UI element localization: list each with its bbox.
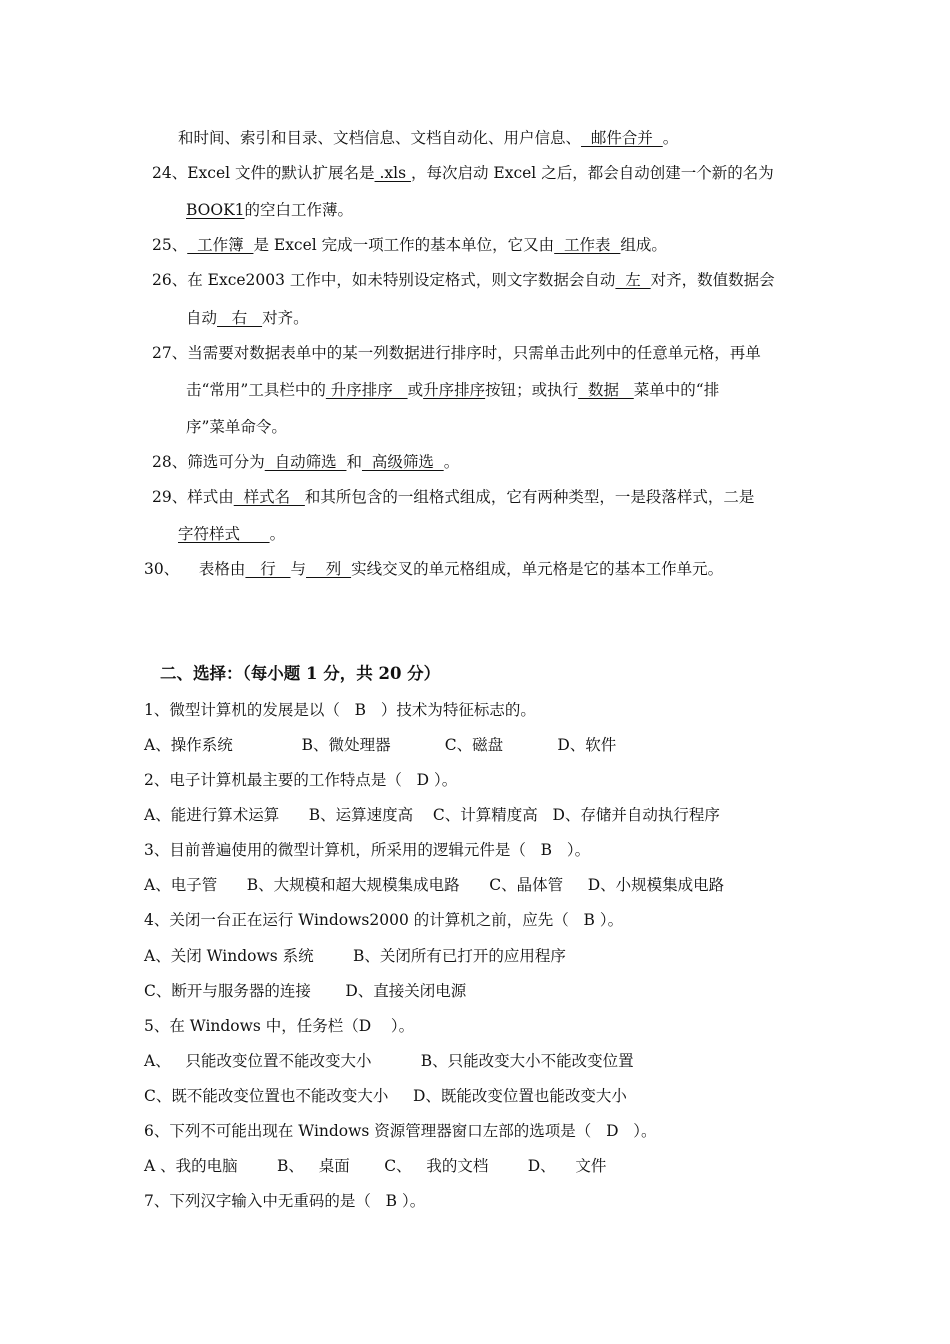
- answer-blank: 工作表: [554, 236, 621, 254]
- text: 按钮；或执行: [485, 381, 579, 399]
- question-27-cont2: [186, 417, 287, 437]
- answer-blank: 样式名: [233, 488, 305, 506]
- question-26-cont: [186, 308, 309, 328]
- choice-line: A、操作系统 B、微处理器 C、磁盘 D、软件: [144, 736, 617, 754]
- text: 对齐，数值数据会: [650, 271, 775, 289]
- text: 。: [443, 453, 460, 471]
- answer-blank: 右: [217, 309, 263, 327]
- answer-blank: BOOK1: [186, 201, 245, 219]
- answer-blank: 升序排序: [325, 381, 408, 399]
- text: 24、Excel 文件的默认扩展名是: [152, 164, 375, 182]
- text: 29、样式由: [152, 488, 234, 506]
- text: ，每次启动 Excel 之后，都会自动创建一个新的名为: [410, 164, 774, 182]
- answer-blank: .xls: [374, 164, 411, 182]
- answer-blank: 工作簿: [187, 236, 254, 254]
- answer-blank: 升序排序: [423, 381, 486, 399]
- text: 的空白工作薄。: [244, 201, 354, 219]
- question-24: [152, 163, 774, 183]
- section-heading: 二、选择：（每小题 1 分，共 20 分）: [160, 664, 441, 683]
- choice-line: A 、我的电脑 B、 桌面 C、 我的文档 D、 文件: [144, 1157, 607, 1175]
- choice-line: A、能进行算术运算 B、运算速度高 C、计算精度高 D、存储并自动执行程序: [144, 806, 720, 824]
- choice-line: 6、下列不可能出现在 Windows 资源管理器窗口左部的选项是（ D ）。: [144, 1122, 657, 1140]
- choice-line: 5、在 Windows 中，任务栏（D ）。: [144, 1017, 415, 1035]
- question-24-cont: [186, 200, 353, 220]
- question-30: [144, 559, 723, 579]
- choice-line: A、关闭 Windows 系统 B、关闭所有已打开的应用程序: [144, 947, 566, 965]
- text: 25、: [152, 236, 188, 254]
- text: 和: [346, 453, 362, 471]
- choice-line: A、电子管 B、大规模和超大规模集成电路 C、晶体管 D、小规模集成电路: [144, 876, 725, 894]
- text: 击“常用”工具栏中的: [186, 381, 326, 399]
- answer-blank: 列: [306, 560, 352, 578]
- text: 与: [290, 560, 307, 578]
- question-26: [152, 270, 775, 290]
- answer-blank: 左: [615, 271, 651, 289]
- choice-line: 3、目前普遍使用的微型计算机，所采用的逻辑元件是（ B ）。: [144, 841, 591, 859]
- choice-line: 2、电子计算机最主要的工作特点是（ D ）。: [144, 771, 458, 789]
- answer-blank: 自动筛选: [264, 453, 347, 471]
- question-27-cont: [186, 380, 719, 400]
- choice-line: C、断开与服务器的连接 D、直接关闭电源: [144, 982, 467, 1000]
- text: 组成。: [620, 236, 667, 254]
- question-25: [152, 235, 667, 255]
- text: 。: [662, 129, 679, 147]
- text: 27、当需要对数据表单中的某一列数据进行排序时，只需单击此列中的任意单元格，再单: [152, 344, 761, 362]
- question-27: [152, 343, 761, 363]
- choice-line: A、 只能改变位置不能改变大小 B、只能改变大小不能改变位置: [144, 1052, 634, 1070]
- answer-blank: 字符样式: [178, 525, 270, 543]
- answer-blank: 行: [245, 560, 291, 578]
- text: 序”菜单命令。: [186, 418, 287, 436]
- text: 是 Excel 完成一项工作的基本单位，它又由: [253, 236, 555, 254]
- choice-line: 1、微型计算机的发展是以（ B ）技术为特征标志的。: [144, 701, 536, 719]
- text: 菜单中的“排: [633, 381, 720, 399]
- text: 30、 表格由: [144, 560, 246, 578]
- text: 对齐。: [262, 309, 309, 327]
- answer-blank: 高级筛选: [361, 453, 444, 471]
- question-28: [152, 452, 459, 472]
- text: 和时间、索引和目录、文档信息、文档自动化、用户信息、: [178, 129, 582, 147]
- answer-blank: 数据: [578, 381, 634, 399]
- choice-line: 4、关闭一台正在运行 Windows2000 的计算机之前，应先（ B ）。: [144, 911, 624, 929]
- text: 。: [269, 525, 286, 543]
- text: 或: [407, 381, 424, 399]
- text: 和其所包含的一组格式组成，它有两种类型，一是段落样式，二是: [304, 488, 755, 506]
- text: 26、在 Exce2003 工作中，如未特别设定格式，则文字数据会自动: [152, 271, 616, 289]
- choice-line: C、既不能改变位置也不能改变大小 D、既能改变位置也能改变大小: [144, 1087, 627, 1105]
- text: 自动: [186, 309, 218, 327]
- question-29-cont: [178, 524, 285, 544]
- question-29: [152, 487, 754, 507]
- text: 实线交叉的单元格组成，单元格是它的基本工作单元。: [351, 560, 724, 578]
- answer-blank: 邮件合并: [581, 129, 663, 147]
- fill-line-23-cont: [178, 128, 678, 148]
- text: 28、筛选可分为: [152, 453, 265, 471]
- choice-line: 7、下列汉字输入中无重码的是（ B ）。: [144, 1192, 426, 1210]
